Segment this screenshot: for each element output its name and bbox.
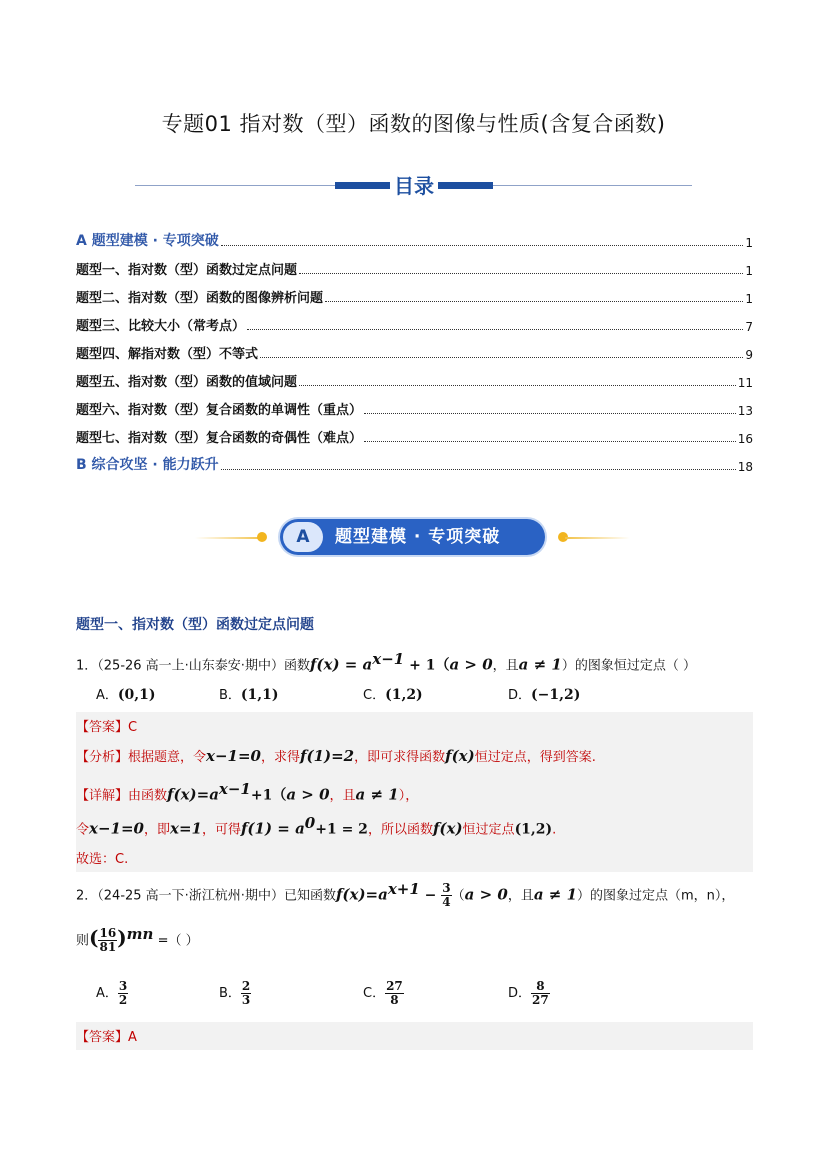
option-letter: C．	[363, 986, 386, 1001]
math-exp: 0	[304, 814, 316, 832]
math-eq: x−1=0	[89, 819, 144, 838]
toc-item[interactable]	[76, 390, 753, 418]
option-letter: C．	[363, 688, 386, 703]
toc-item-label: 题型一、指对数（型）函数过定点问题	[76, 263, 298, 278]
math-eq: f(1)=2	[300, 747, 355, 765]
option-fraction	[531, 980, 550, 1007]
toc-item-label: 题型二、指对数（型）函数的图像辨析问题	[76, 291, 324, 306]
toc-item-label: 题型七、指对数（型）复合函数的奇偶性（难点）	[76, 431, 363, 446]
option-letter: A．	[96, 986, 118, 1001]
option-fraction	[118, 980, 128, 1007]
math-eq: x−1=0	[206, 747, 261, 765]
option-value: (0,1)	[117, 687, 156, 703]
question-2-options	[96, 980, 696, 1014]
toc-leader	[325, 300, 743, 302]
detail-text: .	[552, 822, 557, 838]
fraction-denominator: 2	[118, 993, 128, 1007]
page-title: 专题01 指对数（型）函数的图像与性质(含复合函数)	[161, 112, 666, 136]
table-of-contents	[76, 222, 753, 474]
toc-item-page: 18	[737, 460, 753, 474]
option-letter: B．	[219, 986, 241, 1001]
toc-leader	[221, 468, 736, 470]
math-exp: x−1	[218, 780, 251, 798]
answer-box-1	[76, 712, 753, 872]
toc-item-page: 13	[737, 404, 753, 418]
question-text: =（ ）	[153, 933, 199, 949]
detail-label: 【详解】	[76, 788, 129, 804]
toc-item-page: 1	[745, 292, 753, 306]
toc-item[interactable]	[76, 362, 753, 390]
toc-item[interactable]	[76, 278, 753, 306]
toc-item-page: 1	[745, 236, 753, 250]
detail-text: 由函数	[128, 788, 168, 804]
toc-divider-left	[135, 185, 335, 186]
math-eq: f(1) = a	[240, 819, 305, 838]
question-text: 则	[76, 933, 90, 949]
toc-item-page: 9	[745, 348, 753, 362]
toc-leader	[364, 440, 736, 442]
toc-item[interactable]	[76, 418, 753, 446]
toc-item-page: 7	[745, 320, 753, 334]
detail-line	[76, 780, 418, 804]
analysis-line	[76, 746, 596, 765]
toc-bar-left	[335, 182, 390, 189]
math-rest: +1（	[250, 787, 287, 804]
section-dot-left-icon	[257, 532, 267, 542]
math-rest: −	[419, 887, 442, 904]
section-banner-title: 题型建模 · 专项突破	[335, 527, 501, 547]
question-text: 1．（25-26 高一上·山东泰安·期中）函数	[76, 658, 310, 674]
toc-item-label: B 综合攻坚 · 能力跃升	[76, 457, 219, 473]
toc-divider-right	[493, 185, 692, 186]
question-text: ）的图象过定点（m，n），	[577, 888, 735, 904]
type-heading: 题型一、指对数（型）函数过定点问题	[76, 617, 314, 633]
detail-text: 令	[76, 822, 90, 838]
choice-line: 故选：C.	[76, 852, 129, 867]
toc-item-label: 题型四、解指对数（型）不等式	[76, 347, 259, 362]
option-value: (−1,2)	[531, 687, 581, 703]
option-value: (1,1)	[240, 687, 279, 703]
math-func: f(x)=a	[335, 885, 388, 904]
detail-line-2	[76, 814, 556, 837]
question-text: （	[451, 888, 465, 904]
question-text: ）的图象恒过定点（ ）	[561, 658, 696, 674]
option-letter: D．	[508, 688, 532, 703]
toc-leader	[299, 384, 736, 386]
fraction-denominator: 4	[442, 895, 451, 910]
option-a[interactable]	[96, 684, 156, 703]
toc-item-page: 1	[745, 264, 753, 278]
toc-leader	[260, 356, 743, 358]
option-letter: A．	[96, 688, 118, 703]
fraction-numerator: 3	[442, 881, 451, 896]
math-func: f(x) = a	[309, 655, 373, 674]
detail-text: ，所以函数	[367, 822, 433, 838]
section-badge: A	[283, 522, 323, 552]
math-exp: x+1	[387, 880, 420, 898]
fraction-denominator: 81	[99, 940, 117, 955]
toc-leader	[299, 272, 743, 274]
toc-item-label: 题型三、比较大小（常考点）	[76, 319, 246, 334]
detail-text: ，且	[329, 788, 356, 804]
option-letter: D．	[508, 986, 532, 1001]
math-cond: a > 0	[449, 655, 493, 674]
detail-text: 恒过定点	[462, 822, 515, 838]
fraction-denominator: 8	[390, 993, 399, 1007]
section-line-left	[195, 537, 263, 539]
toc-item-page: 16	[737, 432, 753, 446]
math-fraction	[441, 882, 451, 909]
fraction-numerator: 3	[118, 979, 128, 993]
math-cond: a ≠ 1	[355, 785, 399, 804]
analysis-text: ，即可求得函数	[354, 750, 446, 765]
option-fraction	[385, 980, 404, 1007]
fraction-numerator: 16	[99, 926, 117, 941]
option-fraction	[241, 980, 251, 1007]
detail-text: ，可得	[201, 822, 241, 838]
toc-leader	[247, 328, 743, 330]
detail-text: ，即	[143, 822, 170, 838]
toc-item-label: A 题型建模 · 专项突破	[76, 233, 219, 249]
math-eq: +1 = 2	[315, 821, 368, 838]
option-b[interactable]	[219, 684, 279, 703]
fraction-denominator: 27	[532, 993, 549, 1007]
answer-line: 【答案】A	[76, 1030, 137, 1045]
toc-item-label: 题型六、指对数（型）复合函数的单调性（重点）	[76, 403, 363, 418]
math-exp: mn	[126, 925, 154, 943]
answer-line: 【答案】C	[76, 720, 138, 735]
math-fraction	[98, 927, 117, 954]
math-cond: a ≠ 1	[518, 655, 562, 674]
analysis-text: 根据题意，令	[128, 750, 207, 765]
toc-item-label: 题型五、指对数（型）函数的值域问题	[76, 375, 298, 390]
toc-bar-right	[438, 182, 493, 189]
section-line-right	[565, 537, 630, 539]
option-letter: B．	[219, 688, 241, 703]
fraction-denominator: 3	[241, 993, 251, 1007]
math-eq: (1,2)	[514, 821, 553, 838]
toc-item-page: 11	[737, 376, 753, 390]
question-text: ，且	[492, 658, 519, 674]
math-func: f(x)=a	[167, 785, 219, 804]
section-pill	[280, 519, 545, 555]
toc-banner	[135, 170, 692, 200]
answer-box-2	[76, 1022, 753, 1050]
math-cond: a > 0	[286, 785, 330, 804]
fraction-numerator: 2	[241, 979, 251, 993]
math-eq: f(x)	[432, 819, 463, 838]
question-1	[76, 650, 696, 674]
math-cond: a > 0	[464, 885, 508, 904]
option-b[interactable]	[219, 980, 251, 1007]
toc-item[interactable]	[76, 222, 753, 250]
math-exp: x−1	[372, 650, 405, 668]
option-d[interactable]	[508, 980, 550, 1007]
analysis-text: 恒过定点，得到答案.	[474, 750, 596, 765]
toc-item[interactable]	[76, 306, 753, 334]
analysis-text: ，求得	[261, 750, 301, 765]
option-value: (1,2)	[385, 687, 423, 703]
toc-heading: 目录	[394, 174, 434, 198]
toc-item[interactable]	[76, 334, 753, 362]
math-eq: f(x)	[445, 747, 475, 765]
toc-leader	[364, 412, 736, 414]
option-d[interactable]	[508, 684, 580, 703]
math-rest: + 1（	[404, 657, 450, 674]
question-text: ，且	[507, 888, 534, 904]
analysis-label: 【分析】	[76, 750, 129, 765]
question-2-line-2: 则( $\frac{16}{81}$ )$^{mn}$ =（ ）	[76, 925, 199, 955]
math-eq: x=1	[170, 819, 202, 838]
option-c[interactable]	[363, 980, 404, 1007]
fraction-numerator: 27	[386, 979, 403, 993]
toc-leader	[221, 244, 744, 246]
question-text: 2．（24-25 高一下·浙江杭州·期中）已知函数	[76, 888, 336, 904]
fraction-numerator: 8	[531, 980, 550, 994]
question-2	[76, 880, 734, 909]
option-a[interactable]	[96, 980, 128, 1007]
option-c[interactable]	[363, 684, 423, 703]
section-banner	[195, 517, 630, 557]
toc-item[interactable]	[76, 446, 753, 474]
question-1-options	[96, 684, 696, 704]
detail-text: ），	[398, 788, 419, 804]
math-cond: a ≠ 1	[533, 885, 578, 904]
toc-item[interactable]	[76, 250, 753, 278]
